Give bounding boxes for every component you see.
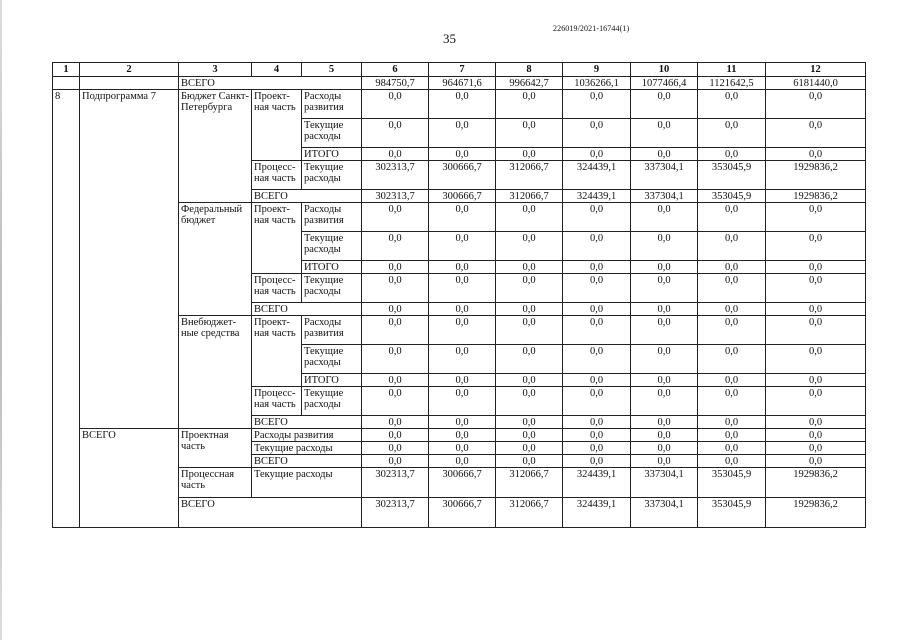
value-cell: 0,0 <box>362 455 429 468</box>
value-cell: 0,0 <box>766 148 866 161</box>
expense-type: Текущие расходы <box>302 161 362 190</box>
value-cell: 0,0 <box>631 387 698 416</box>
value-cell: 0,0 <box>362 303 429 316</box>
value-cell: 302313,7 <box>362 468 429 498</box>
value-cell: 0,0 <box>496 261 563 274</box>
table-row <box>53 63 866 77</box>
empty-cell <box>80 77 179 90</box>
value-cell: 0,0 <box>698 148 766 161</box>
value-cell: 0,0 <box>631 261 698 274</box>
column-header: 4 <box>252 63 302 77</box>
value-cell: 0,0 <box>766 455 866 468</box>
value-cell: 0,0 <box>766 345 866 374</box>
value-cell: 0,0 <box>698 303 766 316</box>
value-cell: 1036266,1 <box>563 77 631 90</box>
value-cell: 0,0 <box>563 203 631 232</box>
value-cell: 0,0 <box>496 374 563 387</box>
table-row <box>53 77 866 90</box>
value-cell: 0,0 <box>496 455 563 468</box>
value-cell: 0,0 <box>496 429 563 442</box>
value-cell: 0,0 <box>563 442 631 455</box>
value-cell: 1929836,2 <box>766 190 866 203</box>
column-header: 1 <box>53 63 80 77</box>
value-cell: 0,0 <box>766 387 866 416</box>
value-cell: 0,0 <box>631 119 698 148</box>
value-cell: 0,0 <box>563 345 631 374</box>
value-cell: 0,0 <box>496 203 563 232</box>
total-label: ВСЕГО <box>252 190 362 203</box>
part-label: Проект-ная часть <box>252 90 302 161</box>
expense-type: Текущие расходы <box>302 274 362 303</box>
column-header: 7 <box>429 63 496 77</box>
expense-type: Текущие расходы <box>252 468 362 498</box>
value-cell: 0,0 <box>362 232 429 261</box>
value-cell: 0,0 <box>362 274 429 303</box>
column-header: 6 <box>362 63 429 77</box>
value-cell: 6181440,0 <box>766 77 866 90</box>
total-label: ВСЕГО <box>252 455 362 468</box>
value-cell: 0,0 <box>563 303 631 316</box>
budget-table <box>52 62 866 528</box>
value-cell: 0,0 <box>563 387 631 416</box>
value-cell: 300666,7 <box>429 498 496 528</box>
expense-type: Расходы развития <box>252 429 362 442</box>
value-cell: 0,0 <box>631 232 698 261</box>
value-cell: 0,0 <box>766 429 866 442</box>
value-cell: 0,0 <box>429 148 496 161</box>
value-cell: 1929836,2 <box>766 498 866 528</box>
itogo-label: ИТОГО <box>302 261 362 274</box>
value-cell: 337304,1 <box>631 468 698 498</box>
total-label: ВСЕГО <box>179 77 362 90</box>
value-cell: 0,0 <box>631 90 698 119</box>
value-cell: 0,0 <box>698 416 766 429</box>
page-number: 35 <box>443 31 456 46</box>
value-cell: 0,0 <box>429 416 496 429</box>
value-cell: 0,0 <box>496 345 563 374</box>
expense-type: Текущие расходы <box>252 442 362 455</box>
value-cell: 0,0 <box>631 274 698 303</box>
value-cell: 312066,7 <box>496 190 563 203</box>
value-cell: 0,0 <box>362 261 429 274</box>
table-row <box>53 429 866 442</box>
value-cell: 353045,9 <box>698 161 766 190</box>
value-cell: 1929836,2 <box>766 468 866 498</box>
value-cell: 996642,7 <box>496 77 563 90</box>
value-cell: 0,0 <box>563 90 631 119</box>
value-cell: 0,0 <box>429 442 496 455</box>
value-cell: 0,0 <box>766 374 866 387</box>
value-cell: 0,0 <box>698 119 766 148</box>
value-cell: 0,0 <box>631 303 698 316</box>
value-cell: 0,0 <box>631 416 698 429</box>
column-header: 2 <box>80 63 179 77</box>
document-number: 226019/2021-16744(1) <box>553 24 630 33</box>
value-cell: 984750,7 <box>362 77 429 90</box>
value-cell: 312066,7 <box>496 498 563 528</box>
value-cell: 0,0 <box>429 429 496 442</box>
value-cell: 0,0 <box>362 442 429 455</box>
value-cell: 0,0 <box>563 274 631 303</box>
empty-cell <box>53 77 80 90</box>
value-cell: 0,0 <box>766 232 866 261</box>
value-cell: 0,0 <box>362 90 429 119</box>
value-cell: 0,0 <box>563 316 631 345</box>
value-cell: 0,0 <box>429 274 496 303</box>
value-cell: 0,0 <box>362 345 429 374</box>
part-label: Проектная часть <box>179 429 252 468</box>
value-cell: 0,0 <box>698 387 766 416</box>
value-cell: 0,0 <box>698 442 766 455</box>
total-block-label: ВСЕГО <box>80 429 179 528</box>
value-cell: 0,0 <box>698 274 766 303</box>
value-cell: 0,0 <box>631 345 698 374</box>
value-cell: 337304,1 <box>631 190 698 203</box>
part-label: Процесс-ная часть <box>252 274 302 303</box>
value-cell: 0,0 <box>563 148 631 161</box>
value-cell: 0,0 <box>631 148 698 161</box>
part-label: Процессная часть <box>179 468 252 498</box>
total-label: ВСЕГО <box>252 416 362 429</box>
expense-type: Текущие расходы <box>302 232 362 261</box>
value-cell: 0,0 <box>429 455 496 468</box>
value-cell: 0,0 <box>766 119 866 148</box>
value-cell: 0,0 <box>429 345 496 374</box>
value-cell: 0,0 <box>766 442 866 455</box>
value-cell: 302313,7 <box>362 161 429 190</box>
value-cell: 0,0 <box>766 303 866 316</box>
value-cell: 0,0 <box>631 429 698 442</box>
value-cell: 0,0 <box>698 261 766 274</box>
part-label: Процесс-ная часть <box>252 161 302 190</box>
value-cell: 324439,1 <box>563 498 631 528</box>
value-cell: 0,0 <box>563 429 631 442</box>
column-header: 8 <box>496 63 563 77</box>
value-cell: 0,0 <box>429 374 496 387</box>
value-cell: 0,0 <box>496 316 563 345</box>
column-header: 10 <box>631 63 698 77</box>
expense-type: Расходы развития <box>302 203 362 232</box>
value-cell: 0,0 <box>766 261 866 274</box>
value-cell: 0,0 <box>362 203 429 232</box>
value-cell: 0,0 <box>362 316 429 345</box>
value-cell: 0,0 <box>631 455 698 468</box>
value-cell: 0,0 <box>631 374 698 387</box>
value-cell: 0,0 <box>496 303 563 316</box>
value-cell: 0,0 <box>631 203 698 232</box>
value-cell: 324439,1 <box>563 190 631 203</box>
expense-type: Текущие расходы <box>302 387 362 416</box>
value-cell: 1929836,2 <box>766 161 866 190</box>
value-cell: 312066,7 <box>496 468 563 498</box>
expense-type: Текущие расходы <box>302 119 362 148</box>
value-cell: 0,0 <box>429 316 496 345</box>
budget-source: Федеральный бюджет <box>179 203 252 316</box>
value-cell: 300666,7 <box>429 190 496 203</box>
column-header: 12 <box>766 63 866 77</box>
value-cell: 324439,1 <box>563 468 631 498</box>
expense-type: Расходы развития <box>302 90 362 119</box>
budget-source: Внебюджет-ные средства <box>179 316 252 429</box>
value-cell: 0,0 <box>362 148 429 161</box>
value-cell: 0,0 <box>698 455 766 468</box>
value-cell: 0,0 <box>429 90 496 119</box>
value-cell: 337304,1 <box>631 161 698 190</box>
value-cell: 0,0 <box>766 203 866 232</box>
value-cell: 0,0 <box>429 232 496 261</box>
value-cell: 0,0 <box>496 442 563 455</box>
part-label: Проект-ная часть <box>252 203 302 274</box>
value-cell: 0,0 <box>563 416 631 429</box>
value-cell: 0,0 <box>766 316 866 345</box>
value-cell: 0,0 <box>362 119 429 148</box>
value-cell: 0,0 <box>563 455 631 468</box>
value-cell: 353045,9 <box>698 498 766 528</box>
page-edge <box>0 0 2 640</box>
value-cell: 300666,7 <box>429 468 496 498</box>
row-number: 8 <box>53 90 80 528</box>
value-cell: 0,0 <box>698 429 766 442</box>
value-cell: 0,0 <box>362 387 429 416</box>
value-cell: 0,0 <box>563 232 631 261</box>
table-row <box>53 90 866 119</box>
value-cell: 0,0 <box>766 416 866 429</box>
value-cell: 0,0 <box>362 429 429 442</box>
column-header: 9 <box>563 63 631 77</box>
value-cell: 0,0 <box>496 416 563 429</box>
value-cell: 0,0 <box>766 90 866 119</box>
value-cell: 324439,1 <box>563 161 631 190</box>
value-cell: 0,0 <box>563 374 631 387</box>
grand-total-label: ВСЕГО <box>179 498 362 528</box>
value-cell: 0,0 <box>496 148 563 161</box>
value-cell: 0,0 <box>362 416 429 429</box>
value-cell: 0,0 <box>362 374 429 387</box>
value-cell: 0,0 <box>766 274 866 303</box>
value-cell: 0,0 <box>496 274 563 303</box>
value-cell: 1077466,4 <box>631 77 698 90</box>
expense-type: Текущие расходы <box>302 345 362 374</box>
value-cell: 337304,1 <box>631 498 698 528</box>
part-label: Проект-ная часть <box>252 316 302 387</box>
itogo-label: ИТОГО <box>302 148 362 161</box>
value-cell: 0,0 <box>429 261 496 274</box>
value-cell: 0,0 <box>698 374 766 387</box>
value-cell: 0,0 <box>698 90 766 119</box>
value-cell: 0,0 <box>429 387 496 416</box>
budget-source: Бюджет Санкт-Петербурга <box>179 90 252 203</box>
value-cell: 0,0 <box>429 303 496 316</box>
itogo-label: ИТОГО <box>302 374 362 387</box>
value-cell: 0,0 <box>698 232 766 261</box>
column-header: 5 <box>302 63 362 77</box>
value-cell: 0,0 <box>631 442 698 455</box>
value-cell: 0,0 <box>496 90 563 119</box>
value-cell: 0,0 <box>698 345 766 374</box>
value-cell: 0,0 <box>496 232 563 261</box>
column-header: 3 <box>179 63 252 77</box>
part-label: Процесс-ная часть <box>252 387 302 416</box>
value-cell: 0,0 <box>563 261 631 274</box>
value-cell: 0,0 <box>698 203 766 232</box>
value-cell: 0,0 <box>563 119 631 148</box>
total-label: ВСЕГО <box>252 303 362 316</box>
value-cell: 0,0 <box>496 119 563 148</box>
value-cell: 302313,7 <box>362 190 429 203</box>
value-cell: 353045,9 <box>698 190 766 203</box>
value-cell: 964671,6 <box>429 77 496 90</box>
value-cell: 312066,7 <box>496 161 563 190</box>
value-cell: 0,0 <box>429 119 496 148</box>
subprogram-name: Подпрограмма 7 <box>80 90 179 429</box>
column-header: 11 <box>698 63 766 77</box>
value-cell: 0,0 <box>698 316 766 345</box>
value-cell: 302313,7 <box>362 498 429 528</box>
value-cell: 1121642,5 <box>698 77 766 90</box>
value-cell: 353045,9 <box>698 468 766 498</box>
value-cell: 0,0 <box>496 387 563 416</box>
expense-type: Расходы развития <box>302 316 362 345</box>
value-cell: 0,0 <box>631 316 698 345</box>
value-cell: 300666,7 <box>429 161 496 190</box>
value-cell: 0,0 <box>429 203 496 232</box>
